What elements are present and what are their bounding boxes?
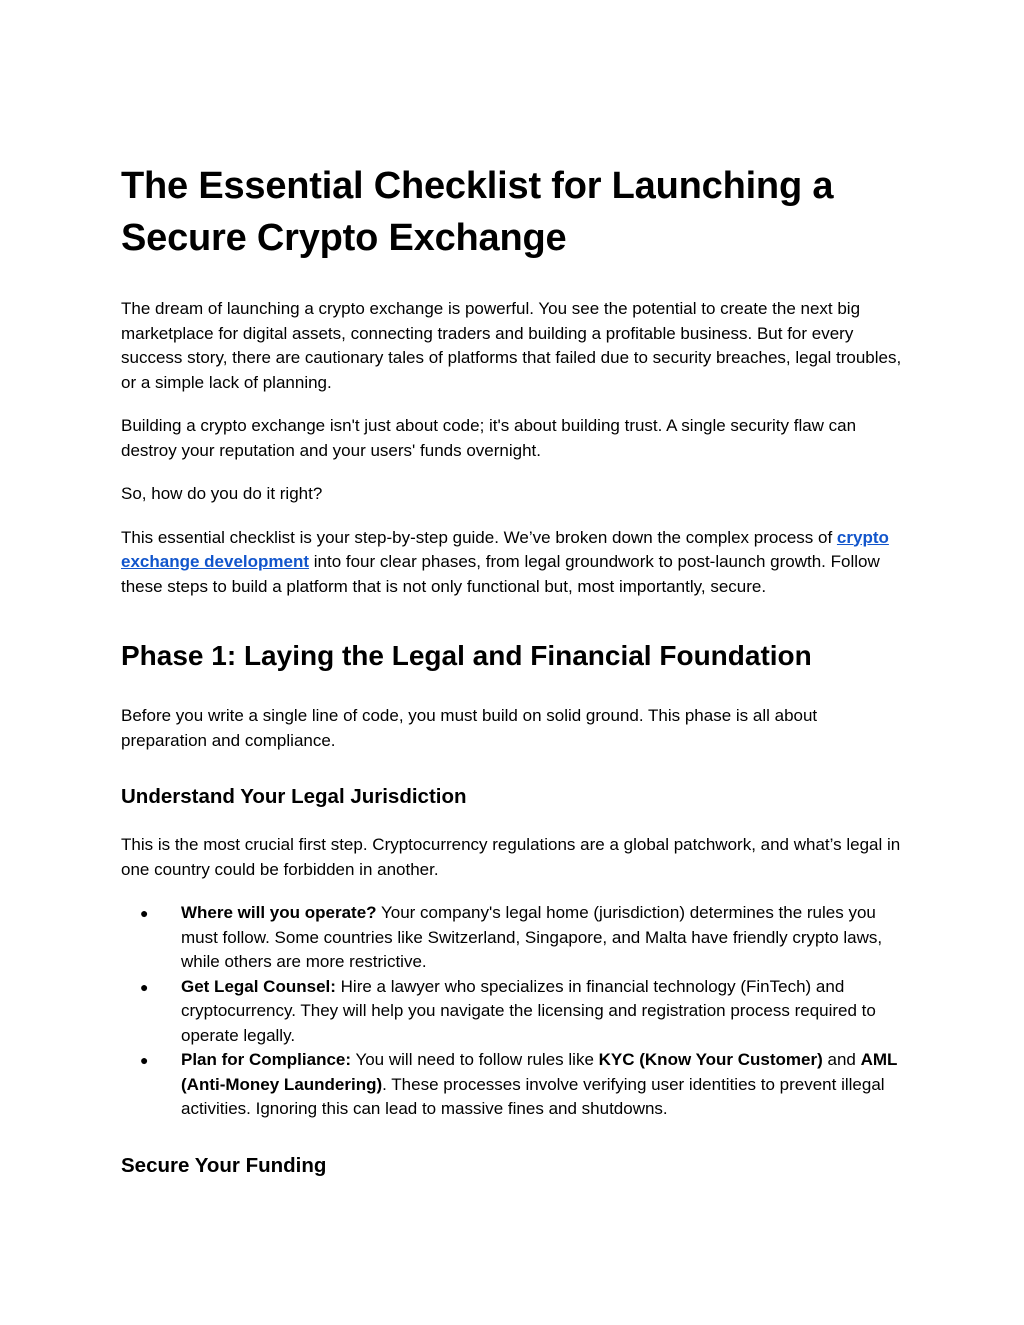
document-page	[121, 160, 905, 1202]
bullet-icon: ●	[140, 978, 149, 995]
list-item	[121, 901, 905, 975]
list-item-text: You will need to follow rules like	[351, 1050, 599, 1069]
list-item-text: and	[822, 1050, 861, 1069]
intro-paragraph-4	[121, 526, 905, 600]
legal-checklist	[121, 901, 905, 1122]
list-item-text: Hire a lawyer who specializes in financial technology (FinTech) and cryptocurrency. They will help you navigate the licensing and registration process required to operate legally.	[181, 976, 876, 1045]
page-title: The Essential Checklist for Launching a Secure Crypto Exchange	[121, 165, 834, 259]
phase-1-heading: Phase 1: Laying the Legal and Financial Foundation	[121, 640, 812, 671]
bullet-icon: ●	[140, 1052, 149, 1068]
legal-jurisdiction-text: This is the most crucial first step. Cryptocurrency regulations are a global patchwork, and what’s legal in one country could be forbidden in another.	[121, 835, 901, 879]
list-item	[121, 975, 905, 1049]
list-item-text: Your company's legal home (jurisdiction) determines the rules you must follow. Some countries like Switzerland, Singapore, and Malta have friendly crypto laws, while others are more restrictive.	[181, 903, 883, 971]
list-item-text: . These processes involve verifying user identities to prevent illegal activities. Ignoring this can lead to massive fines and shutdowns.	[181, 1074, 885, 1118]
legal-jurisdiction-heading: Understand Your Legal Jurisdiction	[121, 785, 467, 808]
intro-paragraph-4-end: into four clear phases, from legal groundwork to post-launch growth. Follow these steps to build a platform that is not only functional but, most importantly, secure.	[121, 552, 880, 596]
list-item-bold: Get Legal Counsel:	[181, 976, 336, 996]
list-item-bold: Plan for Compliance:	[181, 1050, 352, 1069]
aml-term: AML (Anti-Money Laundering)	[181, 1050, 898, 1094]
intro-paragraph-3: So, how do you do it right?	[121, 484, 323, 503]
crypto-exchange-development-link[interactable]: crypto exchange development	[121, 527, 889, 571]
list-item-bold: Where will you operate?	[181, 903, 377, 922]
phase-1-intro: Before you write a single line of code, you must build on solid ground. This phase is all about preparation and compliance.	[121, 706, 818, 750]
list-item	[121, 1048, 905, 1122]
kyc-term: KYC (Know Your Customer)	[598, 1050, 823, 1069]
intro-paragraph-4-start: This essential checklist is your step-by-step guide. We’ve broken down the complex process of	[121, 527, 837, 547]
bullet-icon: ●	[140, 905, 149, 921]
intro-paragraph-2: Building a crypto exchange isn't just about code; it's about building trust. A single security flaw can destroy your reputation and your users' funds overnight.	[121, 416, 857, 460]
intro-paragraph-1: The dream of launching a crypto exchange is powerful. You see the potential to create the next big marketplace for digital assets, connecting traders and building a profitable business. But for every success story, there are cautionary tales of platforms that failed due to security breaches, legal troubles, or a simple lack of planning.	[121, 299, 902, 392]
secure-funding-heading: Secure Your Funding	[121, 1153, 327, 1177]
